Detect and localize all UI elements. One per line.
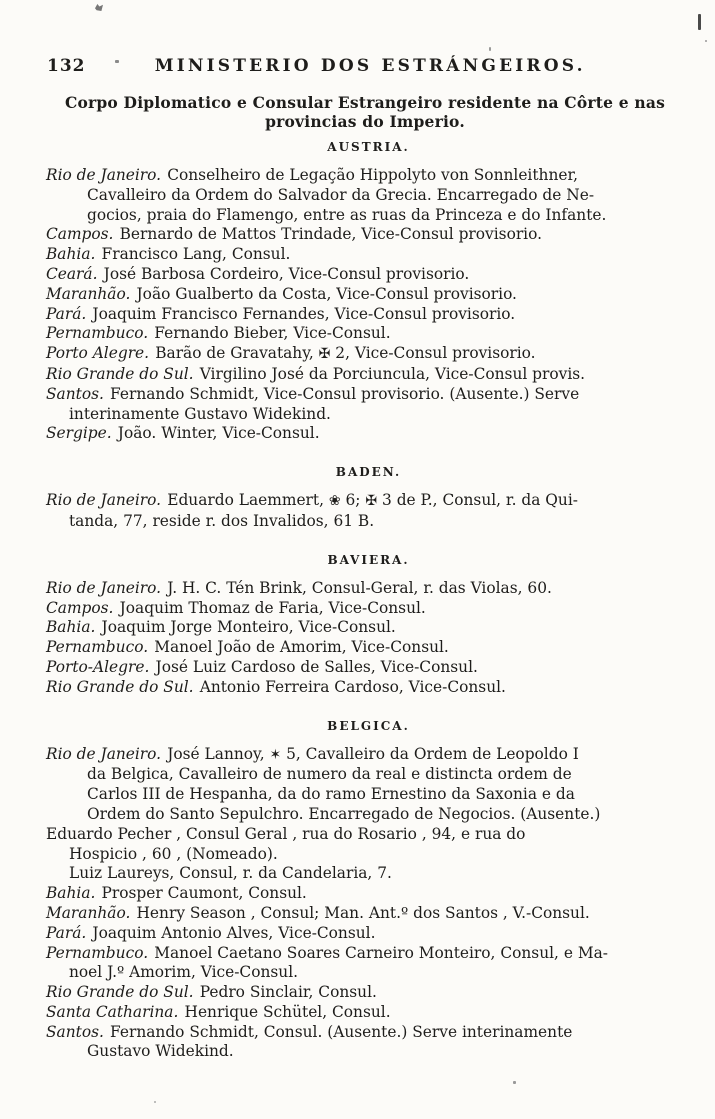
entry [46, 424, 691, 444]
section-title: AUSTRIA. [327, 140, 410, 154]
entry-line: Campos. Joaquim Thomaz de Faria, Vice-Consul. [46, 598, 426, 617]
entry-line: Pará. Joaquim Francisco Fernandes, Vice-Consul provisorio. [46, 304, 516, 323]
place-name: Pernambuco. [46, 943, 149, 962]
entry-line: Maranhão. João Gualberto da Costa, Vice-Consul provisorio. [46, 284, 517, 303]
place-name: Bahia. [46, 884, 96, 903]
place-name: Campos. [46, 225, 114, 244]
entry-line: Porto Alegre. Barão de Gravatahy, ✠ 2, Vice-Consul provisorio. [46, 344, 536, 363]
place-name: Rio Grande do Sul. [46, 983, 194, 1002]
entry-line: Pernambuco. Manoel João de Amorim, Vice-Consul. [46, 638, 449, 657]
rose-insignia-icon: ❀ [328, 493, 341, 510]
entry [46, 324, 691, 344]
entry-line: tanda, 77, reside r. dos Invalidos, 61 B. [69, 511, 375, 530]
entry-line: Maranhão. Henry Season , Consul; Man. Ant.º dos Santos , V.-Consul. [46, 903, 590, 922]
entry [46, 344, 691, 365]
entry [46, 944, 691, 984]
entry-line: noel J.º Amorim, Vice-Consul. [69, 963, 299, 982]
entry [46, 618, 691, 638]
entry-line: Hospicio , 60 , (Nomeado). [69, 844, 278, 863]
entry-line: Rio de Janeiro. José Lannoy, ✶ 5, Cavalleiro da Ordem de Leopoldo I [46, 744, 579, 763]
place-name: Campos. [46, 598, 114, 617]
entry [46, 265, 691, 285]
entry-line: Santos. Fernando Schmidt, Vice-Consul provisorio. (Ausente.) Serve [46, 384, 580, 403]
entry [46, 745, 691, 825]
entry [46, 884, 691, 904]
entry [46, 225, 691, 245]
place-name: Rio de Janeiro. [46, 744, 162, 763]
section [46, 719, 691, 1063]
section [46, 553, 691, 698]
cross-insignia-icon: ✠ [318, 346, 331, 363]
place-name: Porto Alegre. [46, 344, 150, 363]
place-name: Rio de Janeiro. [46, 578, 162, 597]
place-name: Santos. [46, 384, 104, 403]
place-name: Bahia. [46, 245, 96, 264]
section-title: BAVIERA. [327, 552, 410, 567]
entry [46, 285, 691, 305]
chapter-heading-line2: provincias do Imperio. [265, 112, 465, 131]
place-name: Sergipe. [46, 424, 112, 443]
place-name: Pernambuco. [46, 324, 149, 343]
entry-line: Pará. Joaquim Antonio Alves, Vice-Consul. [46, 923, 376, 942]
place-name: Rio de Janeiro. [46, 491, 162, 510]
place-name: Porto-Alegre. [46, 657, 150, 676]
entry [46, 166, 691, 225]
entry [46, 825, 691, 865]
section-title: BADEN. [335, 465, 402, 480]
place-name: Rio Grande do Sul. [46, 677, 194, 696]
scan-speck [489, 47, 491, 51]
entry [46, 491, 691, 532]
entry-line: Santos. Fernando Schmidt, Consul. (Ausente.) Serve interinamente [46, 1022, 573, 1041]
scan-speck [705, 40, 707, 42]
entry [46, 365, 691, 385]
page-header [47, 56, 683, 76]
entry-line: Gustavo Widekind. [87, 1042, 234, 1061]
place-name: Bahia. [46, 618, 96, 637]
entry [46, 579, 691, 599]
section [46, 465, 691, 532]
scan-speck [154, 1101, 156, 1103]
entry-line: Luiz Laureys, Consul, r. da Candelaria, 7. [69, 864, 392, 883]
entry [46, 864, 691, 884]
entry [46, 983, 691, 1003]
scan-speck [513, 1081, 516, 1084]
place-name: Rio de Janeiro. [46, 166, 162, 184]
entry [46, 1023, 691, 1063]
place-name: Santa Catharina. [46, 1002, 179, 1021]
entry [46, 904, 691, 924]
entry-line: Rio Grande do Sul. Virgilino José da Porciuncula, Vice-Consul provis. [46, 364, 586, 383]
place-name: Pernambuco. [46, 638, 149, 657]
section-title: BELGICA. [327, 718, 410, 733]
entry-line: Rio de Janeiro. Eduardo Laemmert, ❀ 6; ✠ 3 de P., Consul, r. da Qui- [46, 491, 578, 510]
entry-line: Bahia. Prosper Caumont, Consul. [46, 884, 307, 903]
chapter-heading-line1: Corpo Diplomatico e Consular Estrangeiro residente na Côrte e nas [64, 93, 666, 112]
entry [46, 305, 691, 325]
entry-line: Eduardo Pecher , Consul Geral , rua do Rosario , 94, e rua do [46, 824, 526, 843]
entry-line: Ordem do Santo Sepulchro. Encarregado de Negocios. (Ausente.) [87, 804, 601, 823]
entry-line: Rio Grande do Sul. Antonio Ferreira Cardoso, Vice-Consul. [46, 677, 506, 696]
entry-line: Santa Catharina. Henrique Schütel, Consul. [46, 1002, 391, 1021]
entry [46, 924, 691, 944]
place-name: Maranhão. [46, 284, 131, 303]
entry [46, 678, 691, 698]
entry-line: Bahia. Francisco Lang, Consul. [46, 245, 291, 264]
chapter-heading [45, 93, 685, 131]
entry [46, 658, 691, 678]
entry-line: Bahia. Joaquim Jorge Monteiro, Vice-Consul. [46, 618, 396, 637]
place-name: Pará. [46, 304, 87, 323]
entry-line: Porto-Alegre. José Luiz Cardoso de Salles, Vice-Consul. [46, 657, 478, 676]
scan-speck [698, 14, 701, 30]
entry [46, 638, 691, 658]
entry [46, 385, 691, 425]
scan-speck [95, 4, 103, 11]
entry-line: Rio Grande do Sul. Pedro Sinclair, Consul. [46, 983, 377, 1002]
page-number: 132 [47, 56, 86, 76]
entry-line: Campos. Bernardo de Mattos Trindade, Vice-Consul provisorio. [46, 225, 542, 244]
entry-line: Rio de Janeiro. Conselheiro de Legação Hippolyto von Sonnleithner, [46, 166, 579, 184]
star-insignia-icon: ✶ [269, 746, 282, 763]
section [46, 140, 691, 444]
entry-line: interinamente Gustavo Widekind. [69, 404, 331, 423]
place-name: Ceará. [46, 264, 98, 283]
entry [46, 599, 691, 619]
entry-line: Carlos III de Hespanha, da do ramo Ernestino da Saxonia e da [87, 785, 575, 804]
document-body [46, 136, 691, 1062]
place-name: Pará. [46, 923, 87, 942]
entry-line: Cavalleiro da Ordem do Salvador da Grecia. Encarregado de Ne- [87, 185, 595, 204]
place-name: Rio Grande do Sul. [46, 364, 194, 383]
entry-line: da Belgica, Cavalleiro de numero da real e distincta ordem de [87, 765, 572, 784]
entry [46, 1003, 691, 1023]
running-title: MINISTERIO DOS ESTRÁNGEIROS. [154, 56, 586, 76]
entry-line: gocios, praia do Flamengo, entre as ruas da Princeza e do Infante. [87, 205, 607, 224]
place-name: Santos. [46, 1022, 104, 1041]
entry-line: Pernambuco. Manoel Caetano Soares Carneiro Monteiro, Consul, e Ma- [46, 943, 608, 962]
entry-line: Ceará. José Barbosa Cordeiro, Vice-Consul provisorio. [46, 264, 470, 283]
entry-line: Rio de Janeiro. J. H. C. Tén Brink, Consul-Geral, r. das Violas, 60. [46, 578, 552, 597]
cross-insignia-icon: ✠ [365, 493, 378, 510]
entry [46, 245, 691, 265]
entry-line: Sergipe. João. Winter, Vice-Consul. [46, 424, 320, 443]
entry-line: Pernambuco. Fernando Bieber, Vice-Consul. [46, 324, 391, 343]
place-name: Maranhão. [46, 903, 131, 922]
